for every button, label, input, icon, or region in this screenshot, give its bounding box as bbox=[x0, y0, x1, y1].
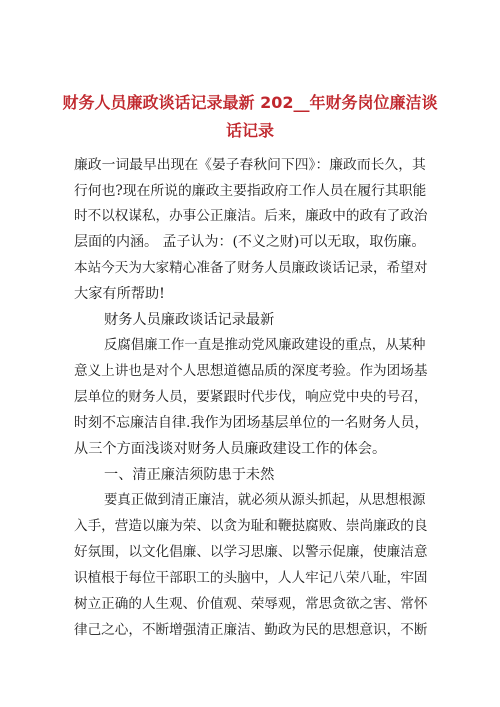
section-heading: 一、清正廉洁须防患于未然 bbox=[104, 467, 275, 483]
section-heading: 财务人员廉政谈话记录最新 bbox=[104, 312, 275, 328]
body-text-line: 律己之心，不断增强清正廉洁、勤政为民的思想意识，不断 bbox=[74, 622, 428, 638]
body-text-line: 大家有所帮助! bbox=[74, 286, 165, 302]
document-title-line-2: 话记录 bbox=[225, 121, 274, 140]
document-title-line-1: 财务人员廉政谈话记录最新 202__年财务岗位廉洁谈 bbox=[62, 93, 438, 112]
body-text-line: 本站今天为大家精心准备了财务人员廉政谈话记录，希望对 bbox=[74, 260, 428, 276]
body-text-line: 反腐倡廉工作一直是推动党风廉政建设的重点，从某种 bbox=[104, 338, 426, 353]
body-text-line: 时不以权谋私，办事公正廉洁。后来，廉政中的政有了政治 bbox=[74, 208, 428, 224]
body-text-line: 意义上讲也是对个人思想道德品质的深度考验。作为团场基 bbox=[74, 363, 428, 379]
body-text-line: 行何也?现在所说的廉政主要指政府工作人员在履行其职能 bbox=[74, 183, 427, 199]
body-text-line: 识植根于每位干部职工的头脑中，人人牢记八荣八耻，牢固 bbox=[74, 570, 428, 586]
body-text-line: 廉政一词最早出现在《晏子春秋问下四》：廉政而长久，其 bbox=[74, 157, 426, 173]
body-text-line: 时刻不忘廉洁自律.我作为团场基层单位的一名财务人员， bbox=[74, 415, 429, 431]
body-text-line: 从三个方面浅谈对财务人员廉政建设工作的体会。 bbox=[74, 441, 387, 457]
body-text-line: 层单位的财务人员，要紧跟时代步伐，响应党中央的号召， bbox=[74, 389, 428, 405]
body-text-line: 层面的内涵。 孟子认为：(不义之财)可以无取，取伤廉。 bbox=[74, 234, 426, 250]
body-text-line: 好氛围，以文化倡廉、以学习思廉、以警示促廉，使廉洁意 bbox=[74, 544, 428, 560]
body-text-line: 要真正做到清正廉洁，就必须从源头抓起，从思想根源 bbox=[104, 493, 426, 508]
body-text-line: 树立正确的人生观、价值观、荣辱观，常思贪欲之害、常怀 bbox=[74, 596, 428, 612]
body-text-line: 入手，营造以廉为荣、以贪为耻和鞭挞腐败、崇尚廉政的良 bbox=[74, 518, 428, 534]
